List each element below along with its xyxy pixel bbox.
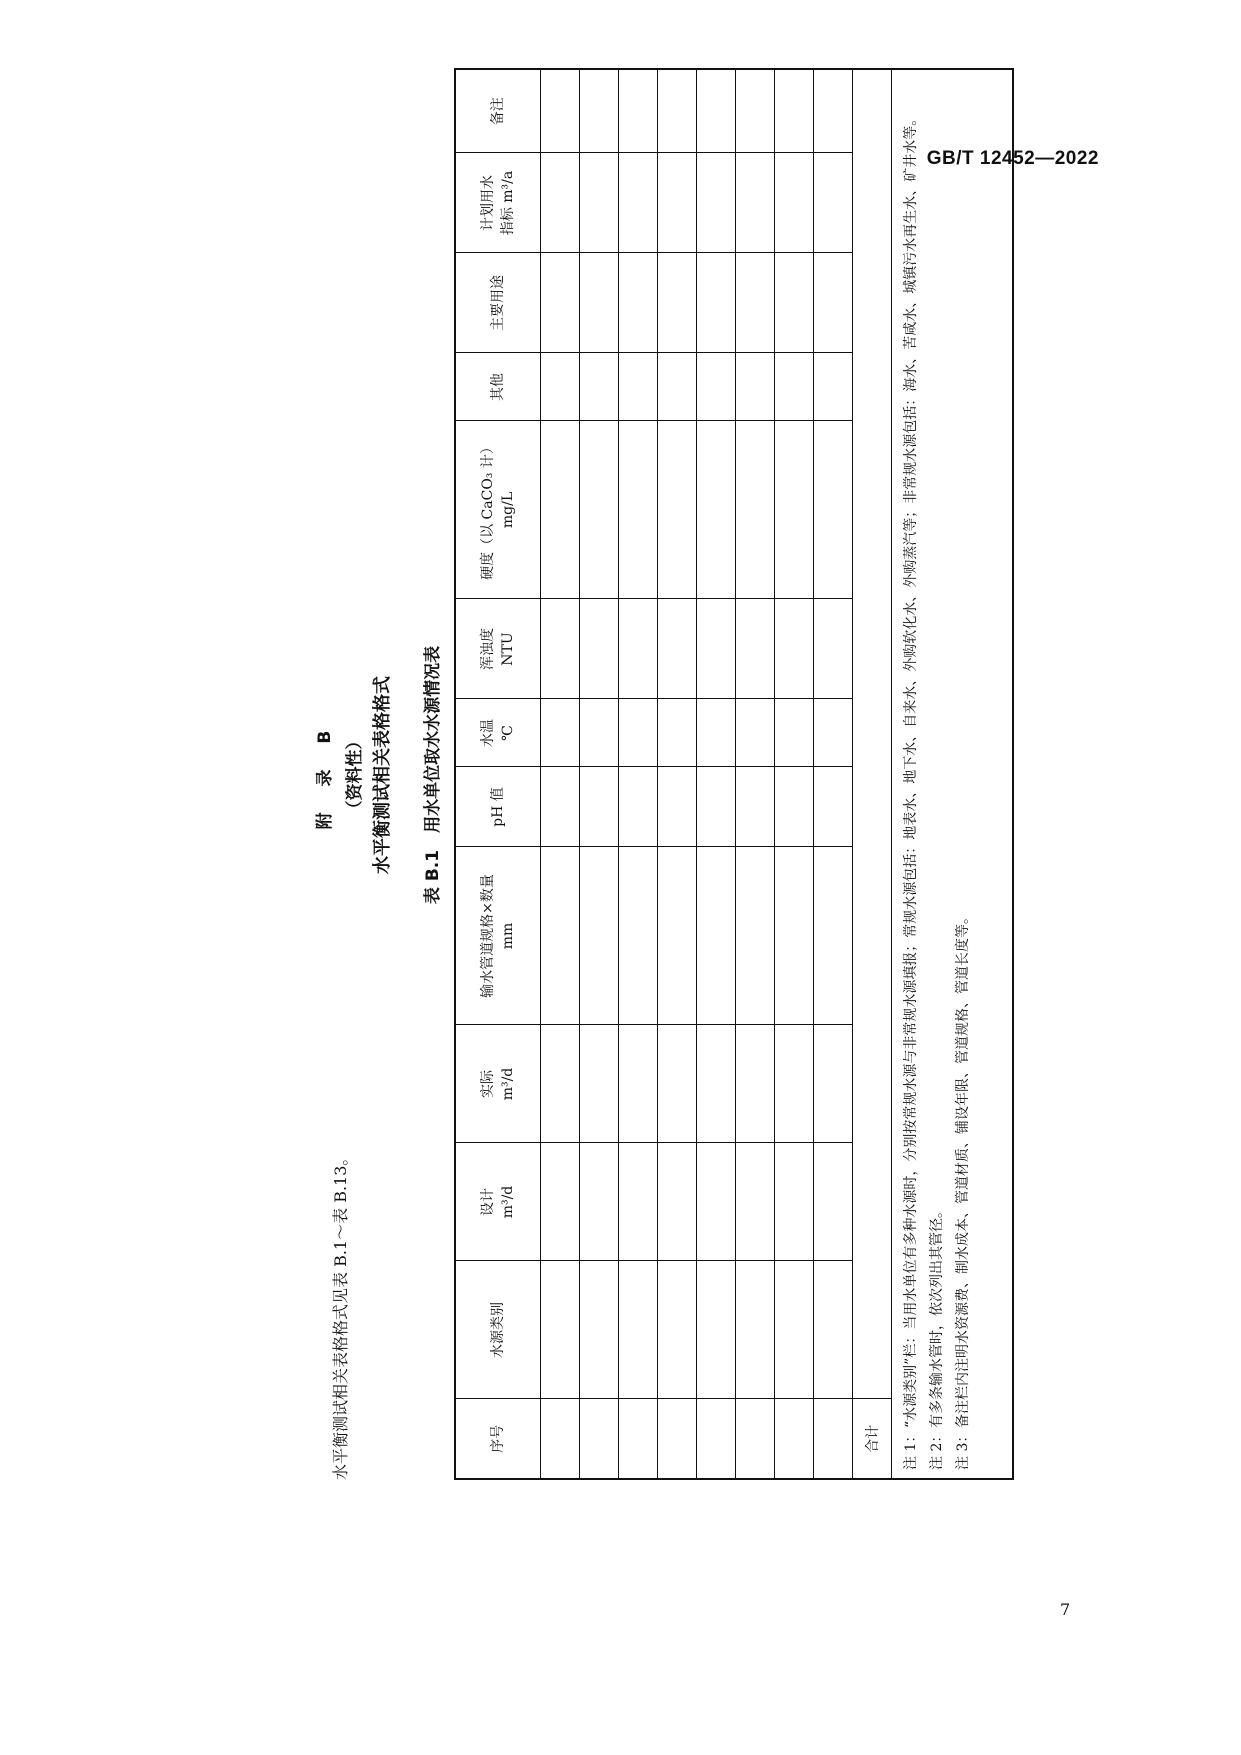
table-row xyxy=(814,69,853,1479)
table-cell xyxy=(541,1261,580,1399)
standard-code: GB/T 12452—2022 xyxy=(926,148,1099,169)
column-header xyxy=(455,1399,541,1479)
column-header-unit: NTU xyxy=(500,632,516,666)
column-header-unit: mm xyxy=(500,922,516,950)
table-cell xyxy=(736,153,775,253)
column-header xyxy=(455,1261,541,1399)
table-cell xyxy=(814,1143,853,1261)
table-cell xyxy=(619,69,658,153)
table-cell xyxy=(736,767,775,847)
table-cell xyxy=(814,253,853,353)
table-cell xyxy=(658,253,697,353)
table-cell xyxy=(736,353,775,421)
column-header xyxy=(455,353,541,421)
notes-row xyxy=(892,69,1014,1479)
table-cell xyxy=(814,767,853,847)
column-header xyxy=(455,847,541,1025)
table-cell xyxy=(814,1261,853,1399)
column-header-label: 浑浊度 xyxy=(480,628,496,670)
column-header-label: 主要用途 xyxy=(490,275,506,331)
column-header-label: 水温 xyxy=(480,719,496,747)
table-cell xyxy=(736,253,775,353)
note-item xyxy=(950,78,976,1470)
note-text: 备注栏内注明水资源费、制水成本、管道材质、铺设年限、管道规格、管道长度等。 xyxy=(955,910,971,1428)
table-cell xyxy=(775,253,814,353)
table-cell xyxy=(775,153,814,253)
table-cell xyxy=(619,1261,658,1399)
table-cell xyxy=(775,599,814,699)
table-cell xyxy=(658,599,697,699)
table-cell xyxy=(775,1143,814,1261)
column-header xyxy=(455,253,541,353)
note-text: 有多条输水管时，依次列出其管径。 xyxy=(929,1204,945,1428)
table-cell xyxy=(658,1261,697,1399)
table-cell xyxy=(775,1399,814,1479)
table-row xyxy=(580,69,619,1479)
table-cell xyxy=(658,1025,697,1143)
table-cell xyxy=(736,847,775,1025)
table-cell xyxy=(541,69,580,153)
table-row xyxy=(619,69,658,1479)
column-header-unit: mg/L xyxy=(500,491,516,529)
note-label: 注 1： xyxy=(903,1428,919,1470)
table-cell xyxy=(814,353,853,421)
table-cell xyxy=(541,699,580,767)
table-cell xyxy=(697,1399,736,1479)
table-cell xyxy=(814,699,853,767)
table-cell xyxy=(658,353,697,421)
column-header-label: 输水管道规格×数量 xyxy=(480,874,496,998)
table-cell xyxy=(580,153,619,253)
table-cell xyxy=(658,847,697,1025)
table-cell xyxy=(736,599,775,699)
table-cell xyxy=(580,1399,619,1479)
table-cell xyxy=(775,69,814,153)
table-cell xyxy=(697,253,736,353)
table-cell xyxy=(814,153,853,253)
table-cell xyxy=(619,599,658,699)
column-header xyxy=(455,1143,541,1261)
table-cell xyxy=(580,1025,619,1143)
table-cell xyxy=(736,1399,775,1479)
table-cell xyxy=(541,353,580,421)
table-cell xyxy=(697,599,736,699)
table-cell xyxy=(736,699,775,767)
table-cell xyxy=(814,599,853,699)
column-header xyxy=(455,599,541,699)
intro-text: 水平衡测试相关表格格式见表 B.1～表 B.13。 xyxy=(331,1149,350,1480)
table-cell xyxy=(580,69,619,153)
table-cell xyxy=(697,353,736,421)
table-cell xyxy=(580,1261,619,1399)
table-cell xyxy=(736,421,775,599)
table-cell xyxy=(541,847,580,1025)
appendix-title: 水平衡测试相关表格格式 xyxy=(372,676,393,874)
table-notes xyxy=(892,69,1014,1479)
table-cell xyxy=(658,767,697,847)
note-text: “水源类别”栏：当用水单位有多种水源时，分别按常规水源与非常规水源填报；常规水源包括：地表水、地下水、自来水、外购软化水、外购蒸汽等；非常规水源包括：海水、苦咸水、城镇污水再生水、矿井水等。 xyxy=(903,111,919,1428)
table-cell xyxy=(736,1143,775,1261)
total-label: 合计 xyxy=(853,1399,892,1479)
table-cell xyxy=(775,1261,814,1399)
table-cell xyxy=(580,847,619,1025)
table-cell xyxy=(541,599,580,699)
table-cell xyxy=(541,1399,580,1479)
table-row xyxy=(541,69,580,1479)
table-cell xyxy=(697,153,736,253)
table-cell xyxy=(697,1143,736,1261)
table-cell xyxy=(619,1399,658,1479)
table-body xyxy=(541,69,1014,1479)
table-cell xyxy=(814,421,853,599)
column-header-label: 设计 xyxy=(480,1188,496,1216)
column-header xyxy=(455,421,541,599)
table-cell xyxy=(658,699,697,767)
column-header-label: pH 值 xyxy=(490,787,506,827)
table-caption: 表 B.1 用水单位取水水源情况表 xyxy=(423,645,443,905)
table-cell xyxy=(775,699,814,767)
table-cell xyxy=(541,421,580,599)
water-source-table xyxy=(454,68,1014,1480)
table-cell xyxy=(697,1261,736,1399)
column-header-label: 备注 xyxy=(490,97,506,126)
column-header-label: 水源类别 xyxy=(490,1302,506,1358)
table-cell xyxy=(658,1399,697,1479)
table-cell xyxy=(814,847,853,1025)
table-cell xyxy=(697,847,736,1025)
note-label: 注 3： xyxy=(955,1428,971,1470)
table-cell xyxy=(619,767,658,847)
table-cell xyxy=(619,421,658,599)
column-header xyxy=(455,153,541,253)
table-cell xyxy=(814,1025,853,1143)
table-cell xyxy=(619,699,658,767)
column-header-unit: 指标 m³/a xyxy=(500,170,516,236)
table-cell xyxy=(775,353,814,421)
column-header-unit: ℃ xyxy=(500,725,516,741)
rotated-page-content xyxy=(310,70,1241,1480)
table-cell xyxy=(619,1025,658,1143)
table-cell xyxy=(619,847,658,1025)
table-cell xyxy=(619,153,658,253)
page-number: 7 xyxy=(1060,1600,1071,1619)
table-cell xyxy=(541,767,580,847)
table-row xyxy=(775,69,814,1479)
table-cell xyxy=(541,1025,580,1143)
table-cell xyxy=(775,847,814,1025)
table-cell xyxy=(697,1025,736,1143)
table-cell xyxy=(658,1143,697,1261)
note-item xyxy=(924,78,950,1470)
appendix-label: 附 录 B xyxy=(315,720,335,830)
table-cell xyxy=(775,767,814,847)
table-header-row xyxy=(455,69,541,1479)
table-row xyxy=(658,69,697,1479)
column-header-label: 其他 xyxy=(490,373,506,401)
table-row xyxy=(697,69,736,1479)
total-row xyxy=(853,69,892,1479)
table-cell xyxy=(580,599,619,699)
total-value-cell xyxy=(853,69,892,1399)
column-header xyxy=(455,767,541,847)
column-header-label: 序号 xyxy=(490,1424,506,1453)
table-cell xyxy=(814,69,853,153)
column-header-label: 计划用水 xyxy=(480,175,496,231)
table-cell xyxy=(580,1143,619,1261)
table-cell xyxy=(814,1399,853,1479)
table-cell xyxy=(580,421,619,599)
table-cell xyxy=(697,767,736,847)
table-cell xyxy=(541,153,580,253)
table-cell xyxy=(697,421,736,599)
note-label: 注 2： xyxy=(929,1428,945,1470)
table-cell xyxy=(697,699,736,767)
table-cell xyxy=(580,699,619,767)
table-cell xyxy=(541,1143,580,1261)
column-header xyxy=(455,1025,541,1143)
column-header xyxy=(455,69,541,153)
column-header-label: 实际 xyxy=(480,1070,496,1098)
table-cell xyxy=(658,153,697,253)
column-header-unit: m³/d xyxy=(500,1185,516,1219)
table-cell xyxy=(580,767,619,847)
table-cell xyxy=(736,1261,775,1399)
table-cell xyxy=(736,1025,775,1143)
table-cell xyxy=(580,253,619,353)
table-cell xyxy=(580,353,619,421)
table-cell xyxy=(658,421,697,599)
table-cell xyxy=(775,1025,814,1143)
appendix-nature: （资料性） xyxy=(345,732,365,818)
column-header-label: 硬度（以 CaCO₃ 计） xyxy=(480,440,496,580)
table-row xyxy=(736,69,775,1479)
table-cell xyxy=(619,253,658,353)
column-header xyxy=(455,699,541,767)
column-header-unit: m³/d xyxy=(500,1067,516,1101)
table-cell xyxy=(619,1143,658,1261)
table-cell xyxy=(619,353,658,421)
table-cell xyxy=(541,253,580,353)
table-cell xyxy=(775,421,814,599)
table-cell xyxy=(658,69,697,153)
table-cell xyxy=(736,69,775,153)
table-cell xyxy=(697,69,736,153)
note-item xyxy=(898,78,924,1470)
